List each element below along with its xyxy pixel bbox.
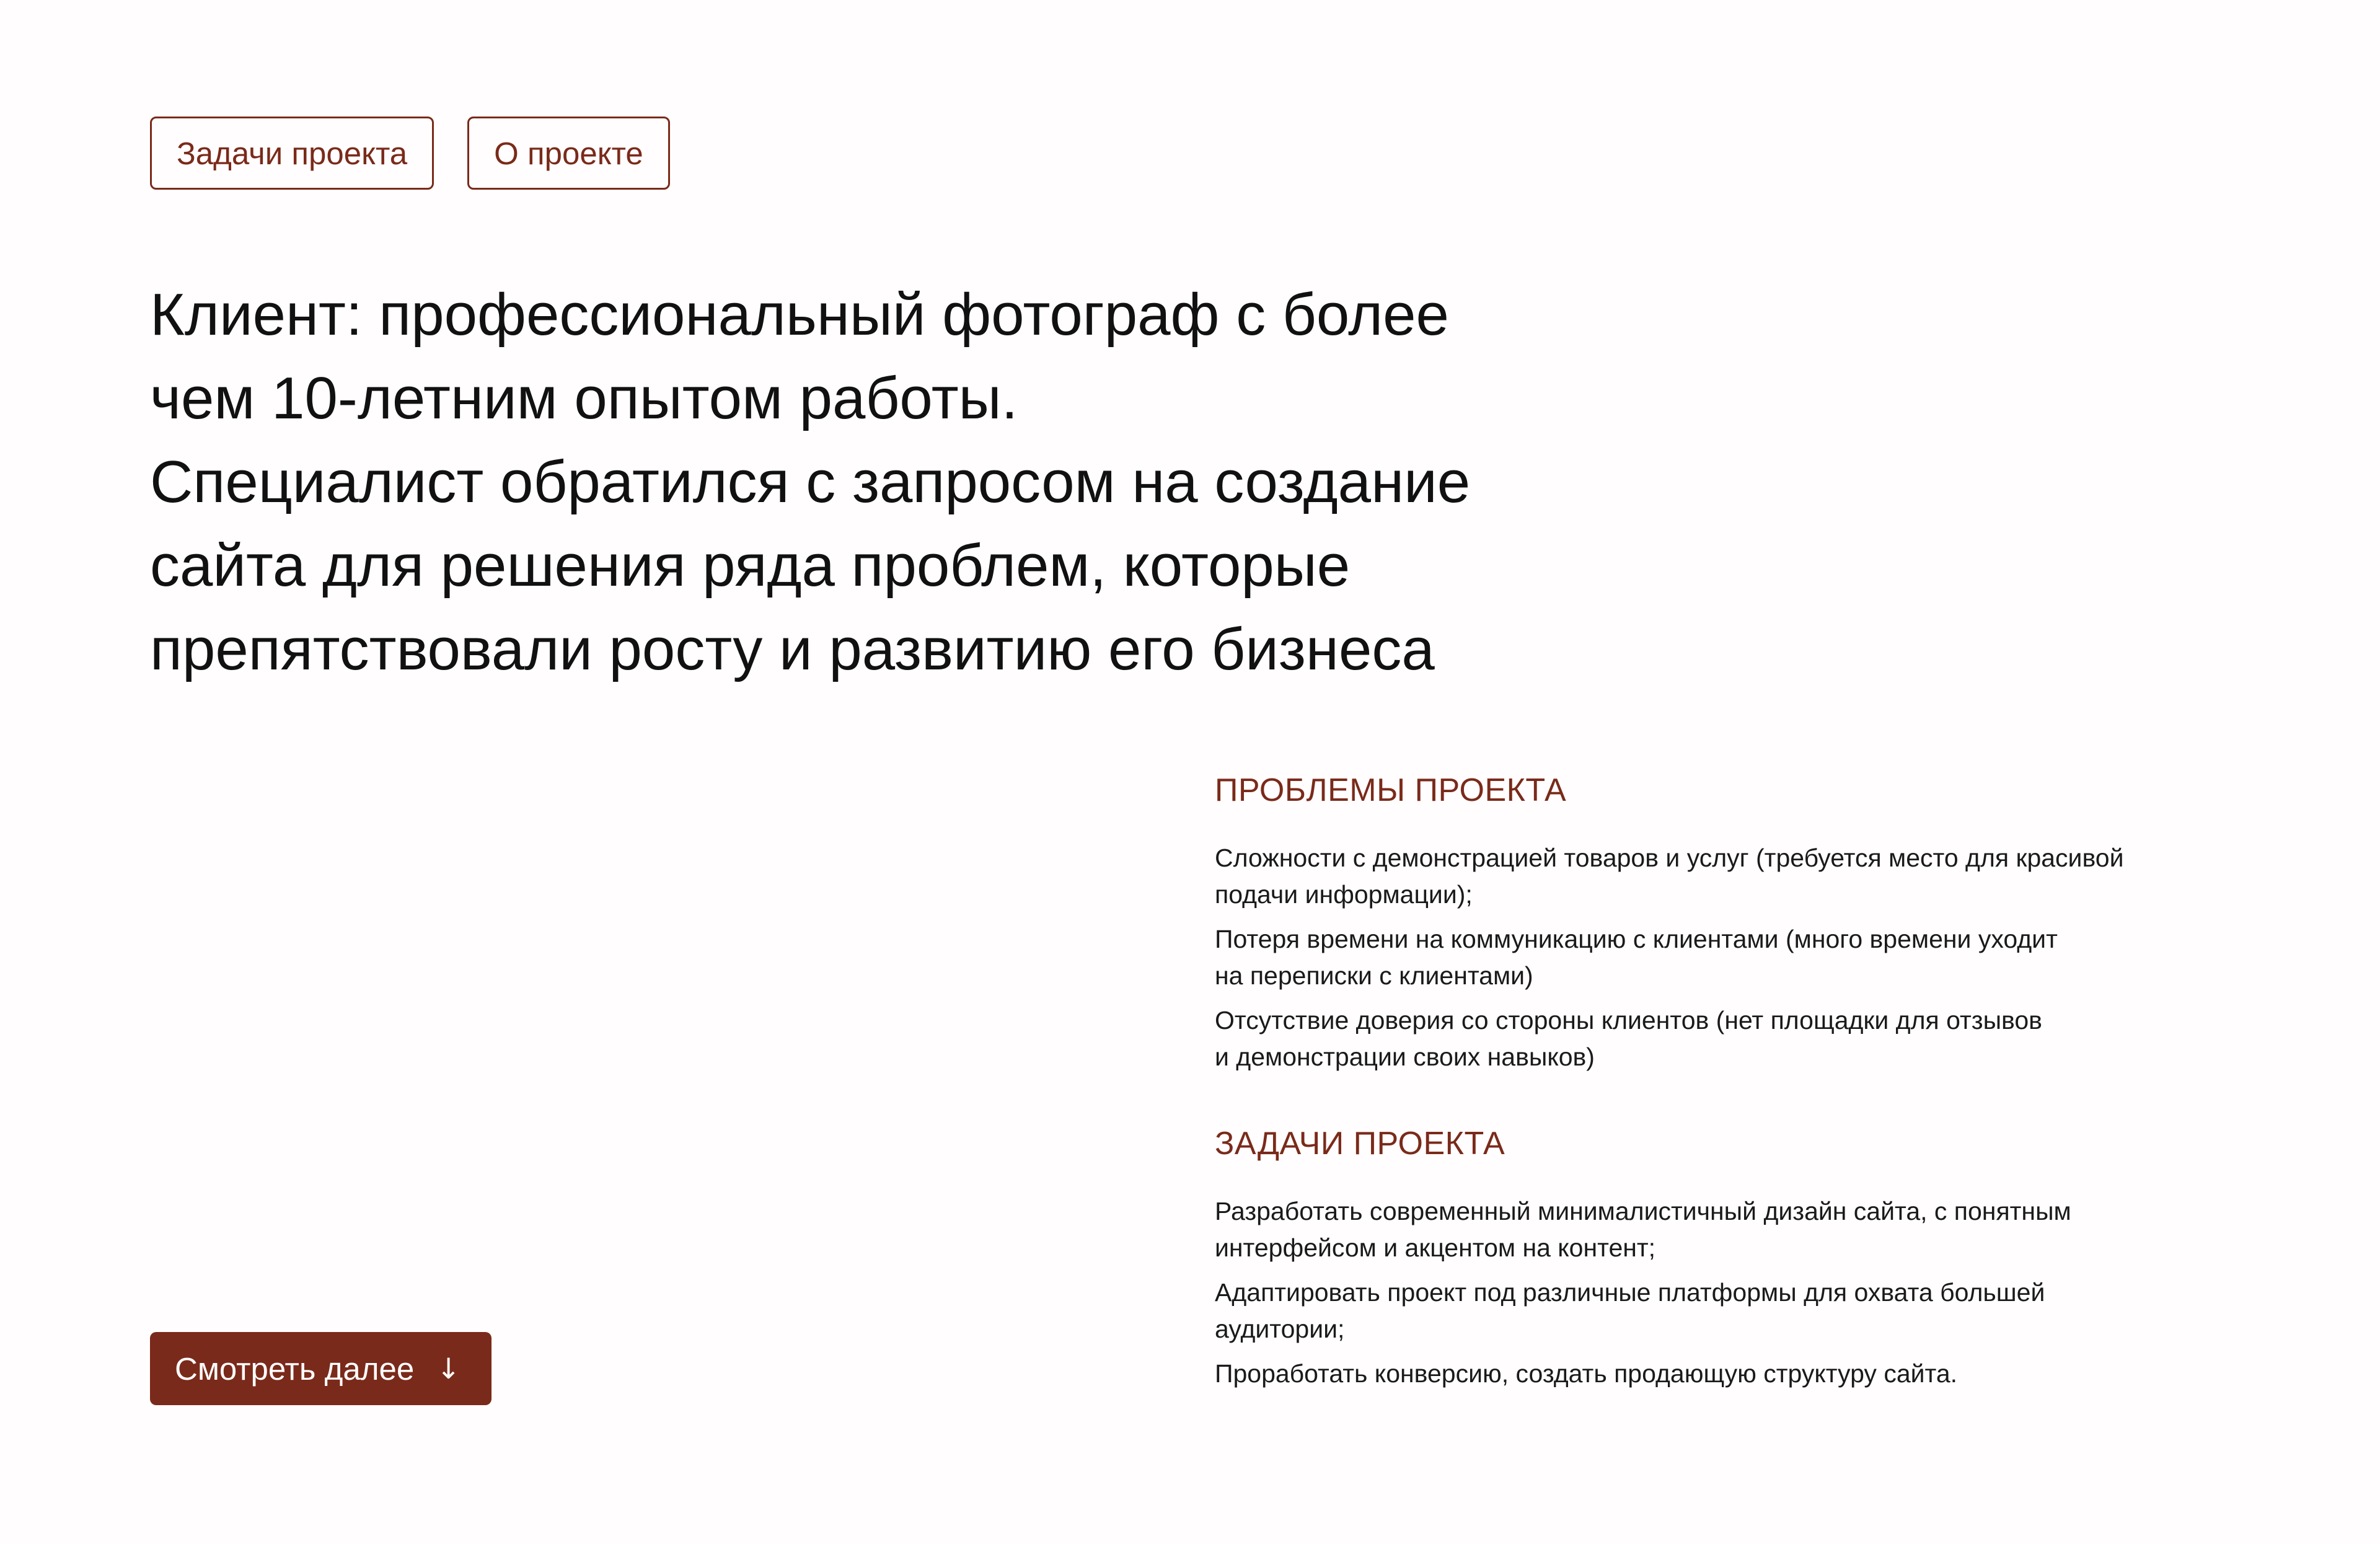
- list-item-line: Проработать конверсию, создать продающую структуру сайта.: [1215, 1359, 1958, 1388]
- problems-list: [1215, 840, 2306, 1075]
- tasks-title: ЗАДАЧИ ПРОЕКТА: [1215, 1126, 1505, 1162]
- list-item: [1215, 1274, 2306, 1348]
- list-item: [1215, 1002, 2306, 1075]
- tag-about-project[interactable]: О проекте: [467, 117, 670, 190]
- list-item-line: аудитории;: [1215, 1315, 1345, 1343]
- list-item-line: Потеря времени на коммуникацию с клиентами (много времени уходит: [1215, 925, 2058, 953]
- list-item-line: на переписки с клиентами): [1215, 961, 1533, 990]
- intro-text: [150, 273, 1637, 691]
- tasks-section: [1215, 1122, 2306, 1392]
- list-item-line: Отсутствие доверия со стороны клиентов (нет площадки для отзывов: [1215, 1006, 2042, 1034]
- see-more-button[interactable]: [150, 1332, 491, 1405]
- project-info: [1215, 769, 2306, 1400]
- intro-line: Клиент: профессиональный фотограф с более: [150, 281, 1449, 348]
- tasks-list: [1215, 1193, 2306, 1392]
- list-item-line: Разработать современный минималистичный дизайн сайта, с понятным: [1215, 1197, 2071, 1225]
- list-item-line: и демонстрации своих навыков): [1215, 1043, 1595, 1071]
- problems-title: ПРОБЛЕМЫ ПРОЕКТА: [1215, 772, 1567, 808]
- intro-line: Специалист обратился с запросом на создание: [150, 449, 1471, 515]
- tag-project-tasks[interactable]: Задачи проекта: [150, 117, 434, 190]
- see-more-label: Смотреть далее: [175, 1351, 415, 1387]
- list-item: [1215, 921, 2306, 994]
- intro-line: сайта для решения ряда проблем, которые: [150, 532, 1351, 599]
- problems-section: [1215, 769, 2306, 1075]
- list-item-line: Адаптировать проект под различные платформы для охвата большей: [1215, 1278, 2045, 1307]
- tag-nav: [150, 117, 670, 190]
- list-item: [1215, 1356, 2306, 1392]
- list-item-line: подачи информации);: [1215, 880, 1473, 909]
- list-item: [1215, 840, 2306, 913]
- arrow-down-icon: ↓: [436, 1352, 461, 1385]
- list-item: [1215, 1193, 2306, 1266]
- intro-line: препятствовали росту и развитию его бизнеса: [150, 616, 1435, 682]
- list-item-line: интерфейсом и акцентом на контент;: [1215, 1233, 1656, 1262]
- intro-line: чем 10-летним опытом работы.: [150, 365, 1018, 431]
- list-item-line: Сложности с демонстрацией товаров и услуг (требуется место для красивой: [1215, 844, 2124, 872]
